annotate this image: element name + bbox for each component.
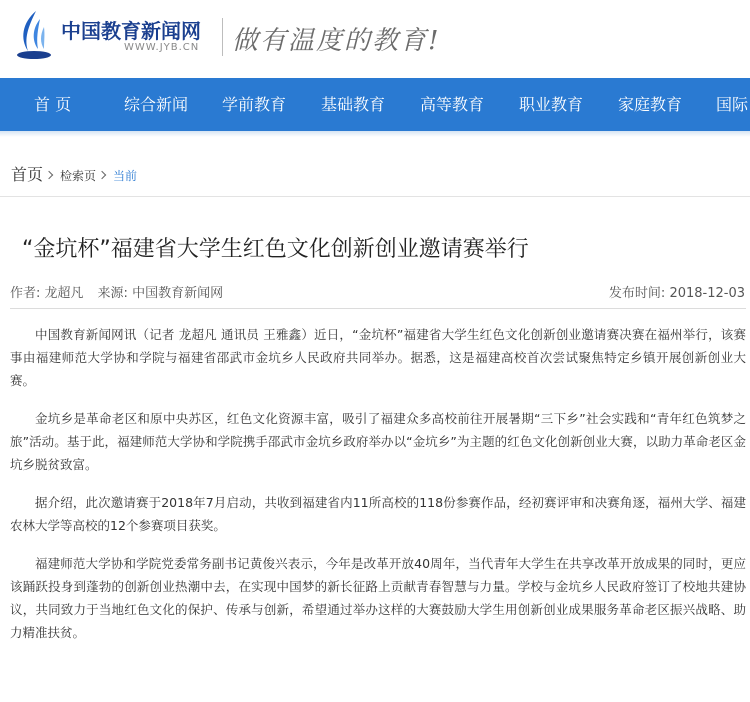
source-name: 中国教育新闻网 <box>132 286 224 301</box>
nav-item-international[interactable]: 国际 <box>716 95 749 114</box>
nav-item-basic-education[interactable]: 基础教育 <box>321 95 386 114</box>
article-paragraph-2: 金坑乡是革命老区和原中央苏区，红色文化资源丰富，吸引了福建众多高校前往开展暑期“三下乡”社会实践和“青年红色筑梦之旅”活动。基于此，福建师范大学协和学院携手邵武市金坑乡政府举办以“金坑乡”为主题的红色文化创新创业大赛，以助力革命老区金坑乡脱贫致富。 <box>10 411 746 472</box>
author-name: 龙超凡 <box>44 286 84 301</box>
date-label: 发布时间: <box>608 286 666 301</box>
author-label: 作者: <box>10 286 41 301</box>
site-slogan: 做有温度的教育! <box>232 26 441 56</box>
source-label: 来源: <box>97 286 128 301</box>
article-paragraph-4: 福建师范大学协和学院党委常务副书记黄俊兴表示，今年是改革开放40周年，当代青年大学生在共享改革开放成果的同时，更应该踊跃投身到蓬勃的创新创业热潮中去，在实现中国梦的新长征路上贡献青春智慧与力量。学校与金坑乡人民政府签订了校地共建协议，共同致力于当地红色文化的保护、传承与创新，希望通过举办这样的大赛鼓励大学生用创新创业成果服务革命老区振兴战略、助力精准扶贫。 <box>10 556 746 640</box>
breadcrumb <box>11 162 137 184</box>
site-name[interactable]: 中国教育新闻网 <box>61 19 201 43</box>
nav-shadow <box>0 131 750 137</box>
main-nav <box>0 78 750 131</box>
breadcrumb-search[interactable]: 检索页 <box>60 169 97 183</box>
nav-item-home[interactable]: 首 页 <box>34 95 72 114</box>
meta-divider <box>10 308 746 309</box>
article-meta <box>10 282 745 300</box>
nav-item-general-news[interactable]: 综合新闻 <box>124 95 189 114</box>
article-title: “金坑杯”福建省大学生红色文化创新创业邀请赛举行 <box>22 237 529 262</box>
chevron-right-icon <box>98 171 106 179</box>
nav-item-vocational[interactable]: 职业教育 <box>519 95 584 114</box>
breadcrumb-home[interactable]: 首页 <box>11 165 44 184</box>
site-logo-icon[interactable] <box>14 9 54 61</box>
nav-item-higher-education[interactable]: 高等教育 <box>420 95 485 114</box>
site-header <box>0 0 750 78</box>
slogan-divider <box>222 18 223 56</box>
site-url: WWW.JYB.CN <box>124 42 200 53</box>
nav-item-preschool[interactable]: 学前教育 <box>222 95 287 114</box>
nav-item-family[interactable]: 家庭教育 <box>618 95 683 114</box>
breadcrumb-divider <box>0 196 750 197</box>
breadcrumb-current: 当前 <box>113 169 138 183</box>
article-paragraph-3: 据介绍，此次邀请赛于2018年7月启动，共收到福建省内11所高校的118份参赛作品，经初赛评审和决赛角逐，福州大学、福建农林大学等高校的12个参赛项目获奖。 <box>10 495 746 533</box>
article-body <box>10 323 746 659</box>
publish-date: 2018-12-03 <box>669 286 745 301</box>
article-paragraph-1: 中国教育新闻网讯（记者 龙超凡 通讯员 王雅鑫）近日，“金坑杯”福建省大学生红色文化创新创业邀请赛决赛在福州举行，该赛事由福建师范大学协和学院与福建省邵武市金坑乡人民政府共同举办。据悉，这是福建高校首次尝试聚焦特定乡镇开展创新创业大赛。 <box>10 327 746 388</box>
chevron-right-icon <box>45 171 53 179</box>
